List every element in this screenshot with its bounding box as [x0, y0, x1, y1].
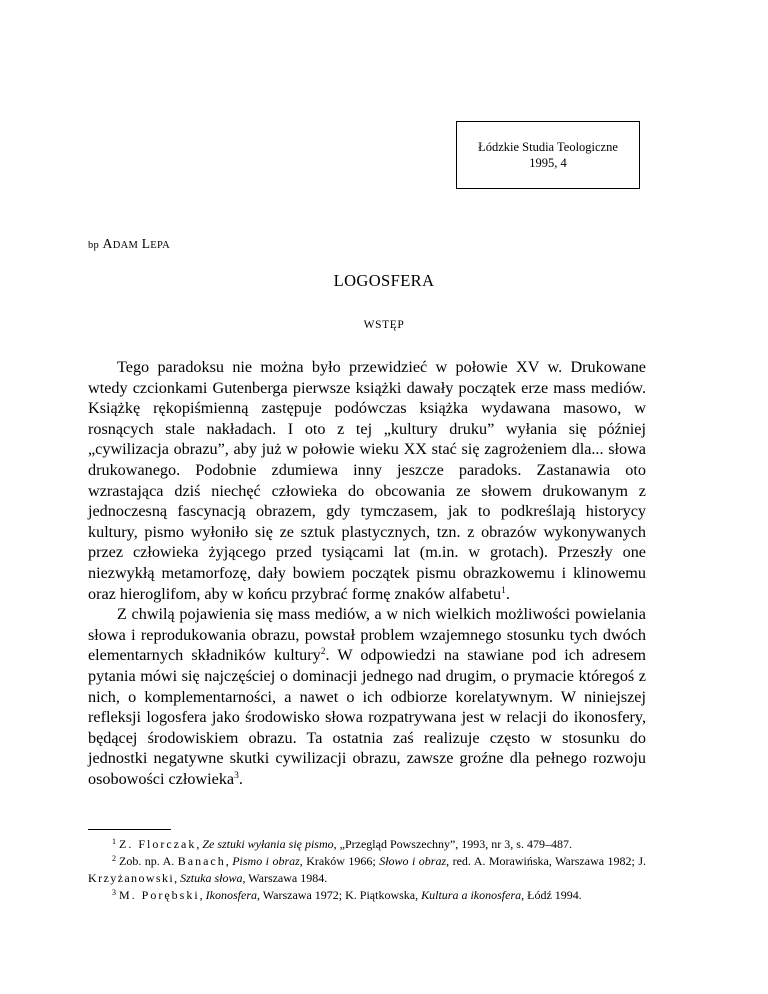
- journal-info-box: [456, 121, 640, 189]
- footnote-1-rest: , „Przegląd Powszechny”, 1993, nr 3, s. 479–487.: [333, 837, 572, 851]
- footnote-2-mid-2: , red. A. Morawińska, Warszawa 1982; J.: [446, 854, 647, 868]
- footnote-1-number: 1: [112, 837, 116, 846]
- section-heading: WSTĘP: [363, 319, 405, 331]
- paragraph-1-text: Tego paradoksu nie można było przewidzieć w połowie XV w. Drukowane wtedy czcionkami Gutenberga pierwsze książki dawały początek erze mass mediów. Książkę rękopiśmienną zastępuje podówczas książka wydawana masowo, w rosnących stale nakładach. I oto z tej „kultury druku” wyłania się później „cywilizacja obrazu”, aby już w połowie wieku XX stać się zagrożeniem dla... słowa drukowanego. Podobnie zdumiewa inny jeszcze paradoks. Zastanawia oto wzrastająca dziś niechęć człowieka do obcowania ze słowem drukowanym z jednoczesną fascynacją obrazem, gdy tymczasem, jak to podkreślają historycy kultury, pismo wyłoniło się ze sztuk plastycznych, tzn. z obrazów wykonywanych przez człowieka żyjącego przed tysiącami lat (m.in. w grotach). Przeszły one niezwykłą metamorfozę, dały bowiem początek pismu obrazkowemu i klinowemu oraz hieroglifom, aby w końcu przybrać formę znaków alfabetu: [88, 358, 646, 603]
- author-title: bp: [88, 240, 100, 251]
- journal-issue: 1995, 4: [529, 156, 567, 170]
- footnote-2-author-2: Krzyżanowski: [88, 871, 175, 885]
- footnote-1-author: Z. Florczak: [119, 837, 197, 851]
- footnote-2-author: Banach: [177, 854, 226, 868]
- footnote-3: $^3$ M. Porębski, Ikonosfera, Warszawa 1972; K. Piątkowska, Kultura a ikonosfera, Łódź 1994.: [112, 888, 582, 902]
- footnote-2-lead: Zob. np. A.: [119, 854, 175, 868]
- author-first-initial: A: [102, 236, 113, 251]
- paragraph-1: Tego paradoksu nie można było przewidzieć w połowie XV w. Drukowane wtedy czcionkami Gutenberga pierwsze książki dawały początek erze mass mediów. Książkę rękopiśmienną zastępuje podówczas książka wydawana masowo, w rosnących stale nakładach. I oto z tej „kultury druku” wyłania się później „cywilizacja obrazu”, aby już w połowie wieku XX stać się zagrożeniem dla... słowa drukowanego. Podobnie zdumiewa inny jeszcze paradoks. Zastanawia oto wzrastająca dziś niechęć człowieka do obcowania ze słowem drukowanym z jednoczesną fascynacją obrazem, gdy tymczasem, jak to podkreślają historycy kultury, pismo wyłoniło się ze sztuk plastycznych, tzn. z obrazów wykonywanych przez człowieka żyjącego przed tysiącami lat (m.in. w grotach). Przeszły one niezwykłą metamorfozę, dały bowiem początek pismu obrazkowemu i klinowemu oraz hieroglifom, aby w końcu przybrać formę znaków alfabetu$^1$.: [88, 358, 646, 603]
- footnote-2-title-1: Pismo i obraz: [232, 854, 300, 868]
- footnote-2-title-2: Słowo i obraz: [379, 854, 447, 868]
- paragraph-2-text-a: Z chwilą pojawienia się mass mediów, a w nich wielkich możliwości powielania słowa i reprodukowania obrazu, powstał problem wzajemnego stosunku tych dwóch elementarnych składników kultury: [88, 605, 646, 665]
- article-body: [88, 357, 646, 789]
- journal-name: Łódzkie Studia Teologiczne: [478, 140, 618, 154]
- footnote-3-title-2: Kultura a ikonosfera: [421, 888, 522, 902]
- footnote-3-rest: , Łódź 1994.: [521, 888, 582, 902]
- footnote-ref-1[interactable]: 1: [501, 585, 506, 596]
- footnote-2: $^2$ Zob. np. A. Banach, Pismo i obraz, Kraków 1966; Słowo i obraz, red. A. Morawińska, Warszawa 1982; J. Krzyżanowski, Sztuka słowa, Warszawa 1984.: [88, 854, 647, 885]
- footnote-3-title-1: Ikonosfera: [205, 888, 257, 902]
- footnote-ref-2[interactable]: 2: [320, 647, 326, 658]
- footnote-2-number: 2: [112, 854, 116, 863]
- footnote-2-mid-1: , Kraków 1966;: [299, 854, 376, 868]
- footnote-3-mid: , Warszawa 1972; K. Piątkowska,: [257, 888, 419, 902]
- footnote-1-title: Ze sztuki wyłania się pismo: [202, 837, 334, 851]
- author-line: [88, 236, 170, 252]
- article-title: LOGOSFERA: [333, 271, 435, 290]
- footnote-separator: [88, 829, 171, 830]
- footnotes: [88, 836, 646, 904]
- footnote-3-author: M. Porębski: [119, 888, 200, 902]
- footnote-1: $^1$ Z. Florczak, Ze sztuki wyłania się pismo, „Przegląd Powszechny”, 1993, nr 3, s. 479–487.: [112, 837, 572, 851]
- paragraph-2: Z chwilą pojawienia się mass mediów, a w nich wielkich możliwości powielania słowa i reprodukowania obrazu, powstał problem wzajemnego stosunku tych dwóch elementarnych składników kultury$^2$. W odpowiedzi na stawiane pod ich adresem pytania mówi się najczęściej o dominacji jednego nad drugim, o prymacie któregoś z nich, o komplementarności, a nawet o ich odbiorze korelatywnym. W niniejszej refleksji logosfera jako środowisko słowa rozpatrywana jest w relacji do ikonosfery, będącej środowiskiem obrazu. Ta ostatnia zaś realizuje często w stosunku do jednostki negatywne skutki cywilizacji obrazu, zawsze groźne dla pełnego rozwoju osobowości człowieka$^3$.: [88, 605, 646, 788]
- author-last-rest: EPA: [150, 240, 171, 251]
- author-first-rest: DAM: [112, 240, 139, 251]
- footnote-ref-3[interactable]: 3: [234, 770, 239, 781]
- footnote-2-rest: , Warszawa 1984.: [242, 871, 328, 885]
- footnote-3-number: 3: [112, 888, 116, 897]
- footnote-2-title-3: Sztuka słowa: [180, 871, 243, 885]
- paragraph-2-text-b: . W odpowiedzi na stawiane pod ich adresem pytania mówi się najczęściej o dominacji jednego nad drugim, o prymacie któregoś z nich, o komplementarności, a nawet o ich odbiorze korelatywnym. W niniejszej refleksji logosfera jako środowisko słowa rozpatrywana jest w relacji do ikonosfery, będącej środowiskiem obrazu. Ta ostatnia zaś realizuje często w stosunku do jednostki negatywne skutki cywilizacji obrazu, zawsze groźne dla pełnego rozwoju osobowości człowieka: [88, 646, 646, 788]
- author-last-initial: L: [141, 236, 151, 251]
